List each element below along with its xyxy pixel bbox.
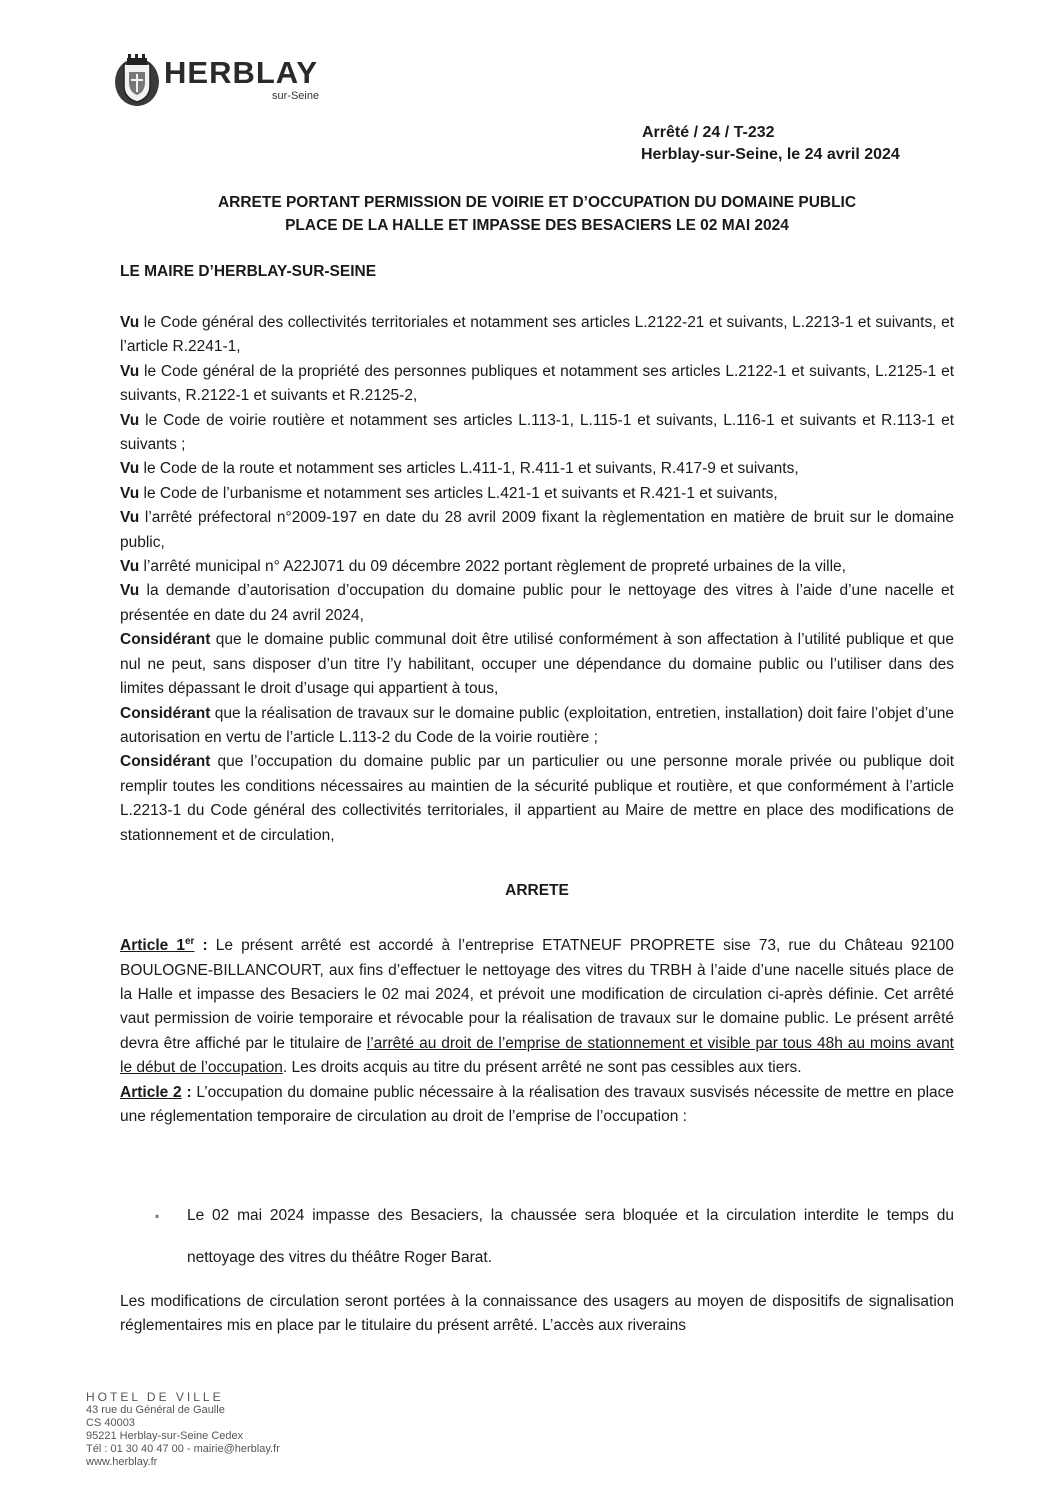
final-paragraph: Les modifications de circulation seront portées à la connaissance des usagers au moyen de dispositifs de signalisation réglementaires mis en place par le titulaire du présent arrêté. L’accès aux riverains — [120, 1293, 954, 1335]
article-1 — [120, 930, 954, 1081]
bullet-marker: ▪ — [155, 1209, 160, 1223]
recital-text: le Code de la route et notamment ses articles L.411-1, R.411-1 et suivants, R.417-9 et suivants, — [139, 460, 799, 478]
recital — [120, 750, 954, 848]
recital-text: le Code général des collectivités territoriales et notamment ses articles L.2122-21 et suivants, L.2213-1 et suivants, et l’article R.2241-1, — [120, 314, 954, 356]
footer-website: www.herblay.fr — [86, 1456, 158, 1468]
footer-cs: CS 40003 — [86, 1417, 135, 1429]
recitals — [120, 311, 954, 848]
articles — [120, 930, 954, 1129]
footer-address — [86, 1391, 280, 1469]
footer-street: 43 rue du Général de Gaulle — [86, 1404, 225, 1416]
document-title — [120, 191, 954, 237]
recital-lead: Vu — [120, 558, 140, 576]
article-1-text: Le présent arrêté est accordé à l’entreprise ETATNEUF PROPRETE sise 73, rue du Château 92100 BOULOGNE-BILLANCOURT, aux fins d’effectuer le nettoyage des vitres du TRBH à l’aide d’une nacelle situés place de la Halle et impasse des Besaciers le 02 mai 2024, et prévoit une modification de circulation ci-après définie. Cet arrêté vaut permission de voirie temporaire et révocable pour la réalisation de travaux sur le domaine public. Le présent arrêté devra être affiché par le titulaire de — [120, 937, 955, 1052]
title-line-1: ARRETE PORTANT PERMISSION DE VOIRIE ET D’OCCUPATION DU DOMAINE PUBLIC — [217, 194, 857, 211]
recital-text: le Code de voirie routière et notamment ses articles L.113-1, L.115-1 et suivants, L.116-1 et suivants et R.113-1 et suivants ; — [120, 411, 954, 454]
article-2 — [120, 1081, 954, 1130]
place-and-date: Herblay-sur-Seine, le 24 avril 2024 — [641, 146, 900, 163]
recital-text: l’arrêté municipal n° A22J071 du 09 décembre 2022 portant règlement de propreté urbaines de la ville, — [139, 558, 846, 576]
herblay-logo — [112, 52, 342, 114]
recital-lead: Vu — [120, 484, 140, 502]
recital — [120, 482, 954, 506]
coat-of-arms-icon — [112, 52, 162, 108]
recital-text: le Code général de la propriété des personnes publiques et notamment ses articles L.2122-1 et suivants, L.2125-1 et suivants, R.2122-1 et suivants et R.2125-2, — [120, 362, 954, 405]
recital-text: le Code de l’urbanisme et notamment ses articles L.421-1 et suivants et R.421-1 et suivants, — [139, 484, 778, 502]
article-1-underlined: l’arrêté au droit de l’emprise de stationnement et visible par tous 48h au moins avant le début de l’occupation — [120, 1034, 954, 1077]
recital-lead: Vu — [120, 509, 140, 527]
footer-title: HOTEL DE VILLE — [86, 1390, 224, 1404]
recital-lead: Vu — [120, 362, 140, 380]
article-1-label-text: Article 1 — [120, 937, 185, 955]
article-1-label — [120, 937, 194, 954]
arrete-heading: ARRETE — [505, 882, 569, 899]
recital — [120, 628, 954, 701]
recital-lead: Vu — [120, 582, 140, 600]
recital-lead: Vu — [120, 460, 140, 478]
recital-lead: Vu — [120, 314, 140, 331]
article-1-colon: : — [194, 937, 208, 955]
recital-text: que le domaine public communal doit être utilisé conformément à son affectation à l’utilité publique et que nul ne peut, sans disposer d’un titre l’y habilitant, occuper une dépendance du domaine public ou l’utiliser dans des limites dépassant le droit d’usage qui appartient à tous, — [120, 631, 954, 698]
issuer-heading: LE MAIRE D’HERBLAY-SUR-SEINE — [120, 263, 377, 280]
recital — [120, 506, 954, 555]
logo-name: HERBLAY — [164, 55, 318, 90]
article-1-tail: . Les droits acquis au titre du présent arrêté ne sont pas cessibles aux tiers. — [282, 1059, 802, 1077]
footer-city: 95221 Herblay-sur-Seine Cedex — [86, 1430, 244, 1442]
recital-lead: Considérant — [120, 631, 211, 649]
recital-text: que la réalisation de travaux sur le domaine public (exploitation, entretien, installation) doit faire l’objet d’une autorisation en vertu de l’article L.113-2 du Code de la voirie routière ; — [120, 704, 955, 746]
recital-lead: Vu — [120, 411, 140, 429]
recital — [120, 702, 954, 751]
list-item — [155, 1195, 954, 1279]
recital-text: l’arrêté préfectoral n°2009-197 en date du 28 avril 2009 fixant la règlementation en matière de bruit sur le domaine public, — [120, 509, 954, 551]
reference-number: Arrêté / 24 / T-232 — [642, 124, 775, 141]
logo-subtitle: sur-Seine — [272, 90, 320, 102]
recital — [120, 360, 954, 409]
recital — [120, 457, 954, 481]
article-2-text: L’occupation du domaine public nécessaire à la réalisation des travaux susvisés nécessite de mettre en place une réglementation temporaire de circulation au droit de l’emprise de l’occupation : — [120, 1083, 955, 1125]
footer-contact: Tél : 01 30 40 47 00 - mairie@herblay.fr — [86, 1443, 280, 1455]
recital-lead: Considérant — [120, 753, 211, 771]
recital-text: la demande d’autorisation d’occupation du domaine public pour le nettoyage des vitres à l’aide d’une nacelle et présentée en date du 24 avril 2024, — [120, 582, 954, 624]
article-2-colon: : — [181, 1083, 192, 1101]
title-line-2: PLACE DE LA HALLE ET IMPASSE DES BESACIERS LE 02 MAI 2024 — [285, 217, 789, 234]
recital — [120, 311, 954, 360]
recital-lead: Considérant — [120, 704, 211, 722]
recital — [120, 579, 954, 628]
recital — [120, 555, 954, 579]
bullet-text: Le 02 mai 2024 impasse des Besaciers, la chaussée sera bloquée et la circulation interdite le temps du nettoyage des vitres du théâtre Roger Barat. — [187, 1207, 954, 1266]
document-reference — [641, 122, 900, 166]
recital-text: que l’occupation du domaine public par un particulier ou une personne morale privée ou publique doit remplir toutes les conditions nécessaires au maintien de la sécurité publique et routière, et que conformément à l’article L.2213-1 du Code général des collectivités territoriales, il appartient au Maire de mettre en place des modifications de stationnement et de circulation, — [120, 753, 954, 844]
recital — [120, 409, 954, 458]
article-2-label: Article 2 — [120, 1083, 182, 1101]
article-1-sup: er — [184, 936, 195, 947]
